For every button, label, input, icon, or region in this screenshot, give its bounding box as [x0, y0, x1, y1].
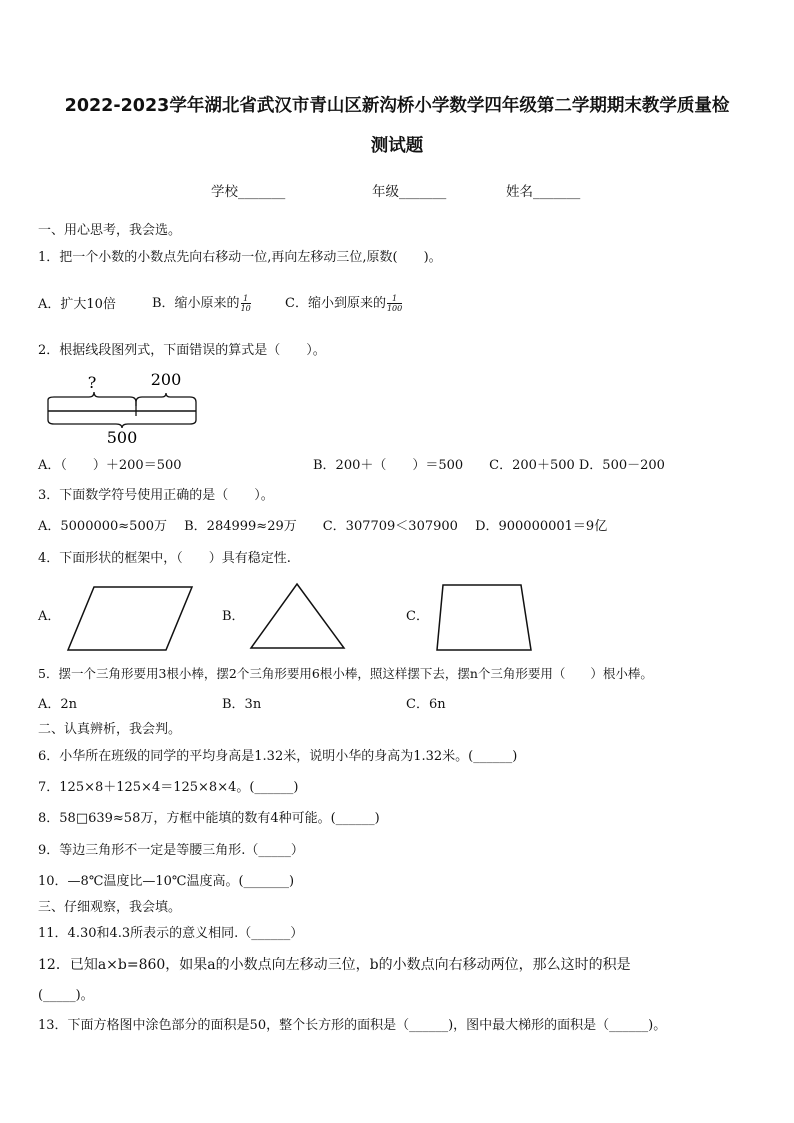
q1-option-b-text: B．缩小原来的 [152, 296, 240, 311]
q3-options: A．5000000≈500万 B．284999≈29万 C．307709＜307900 D．900000001＝9亿 [38, 519, 608, 534]
title-line-2: 测试题 [370, 136, 424, 156]
brace-200 [136, 393, 196, 406]
triangle-shape [249, 582, 349, 652]
label-500: 500 [106, 428, 138, 447]
question-12-line-2: (_____)。 [38, 988, 94, 1003]
q2-options-bcd: B．200＋（ ）＝500 C．200＋500 D．500－200 [313, 458, 665, 473]
fraction-denominator: 100 [386, 304, 403, 313]
trapezoid-outline [437, 585, 531, 650]
question-2-text: 2．根据线段图列式，下面错误的算式是（ ）。 [38, 343, 326, 358]
q2-option-a: A．（ ）＋200＝500 [38, 458, 182, 473]
brace-unknown [48, 392, 136, 406]
q1-option-b-fraction [241, 294, 251, 313]
q4-option-a: A． [38, 609, 61, 624]
section-3-heading: 三、仔细观察，我会填。 [38, 900, 182, 915]
question-1-text: 1．把一个小数的小数点先向右移动一位,再向左移动三位,原数( )。 [38, 250, 442, 265]
fraction-numerator: 1 [241, 294, 251, 304]
brace-500 [48, 416, 196, 428]
q5-option-a: A．2n [38, 697, 78, 712]
q1-option-a: A．扩大10倍 [38, 297, 116, 312]
q1-option-c [285, 294, 402, 313]
parallelogram-shape [66, 584, 196, 654]
section-2-heading: 二、认真辨析，我会判。 [38, 722, 182, 737]
q5-option-b: B．3n [222, 697, 262, 712]
line-segment-diagram [44, 368, 204, 448]
question-9-text: 9．等边三角形不一定是等腰三角形.（_____） [38, 843, 304, 858]
fraction-denominator: 10 [240, 304, 251, 313]
question-13-text: 13．下面方格图中涂色部分的面积是50，整个长方形的面积是（______)，图中最大梯形的面积是（______)。 [38, 1018, 667, 1033]
triangle-outline [251, 584, 344, 648]
parallelogram-outline [68, 587, 192, 650]
question-10-text: 10．—8℃温度比—10℃温度高。(_______) [38, 874, 295, 889]
q1-option-b [152, 294, 251, 313]
grade-field[interactable]: 年级_______ [372, 184, 447, 200]
label-question-mark: ? [87, 373, 97, 392]
q5-option-c: C．6n [406, 697, 446, 712]
section-1-heading: 一、用心思考，我会选。 [38, 223, 182, 238]
question-11-text: 11．4.30和4.3所表示的意义相同.（______） [38, 926, 304, 941]
name-field[interactable]: 姓名_______ [506, 184, 581, 200]
question-6-text: 6．小华所在班级的同学的平均身高是1.32米，说明小华的身高为1.32米。(______) [38, 749, 518, 764]
title-line-1: 2022-2023学年湖北省武汉市青山区新沟桥小学数学四年级第二学期期末教学质量检 [64, 96, 730, 116]
q1-option-c-fraction [387, 294, 402, 313]
q1-option-c-text: C．缩小到原来的 [285, 296, 386, 311]
question-7-text: 7．125×8＋125×4＝125×8×4。(______) [38, 780, 299, 795]
question-12-line-1: 12．已知a×b=860，如果a的小数点向左移动三位，b的小数点向右移动两位，那么这时的积是 [38, 957, 631, 973]
question-5-text: 5．摆一个三角形要用3根小棒，摆2个三角形要用6根小棒，照这样摆下去，摆n个三角形要用（ ）根小棒。 [38, 666, 653, 681]
q4-option-b: B． [222, 609, 245, 624]
school-field[interactable]: 学校_______ [211, 184, 286, 200]
fraction-numerator: 1 [387, 294, 402, 304]
question-4-text: 4．下面形状的框架中，（ ）具有稳定性. [38, 551, 291, 566]
label-200: 200 [150, 370, 182, 389]
q4-option-c: C． [406, 609, 429, 624]
question-8-text: 8．58□639≈58万，方框中能填的数有4种可能。(______) [38, 811, 380, 826]
question-3-text: 3．下面数学符号使用正确的是（ ）。 [38, 488, 274, 503]
trapezoid-shape [435, 582, 535, 654]
page-title [30, 86, 764, 166]
